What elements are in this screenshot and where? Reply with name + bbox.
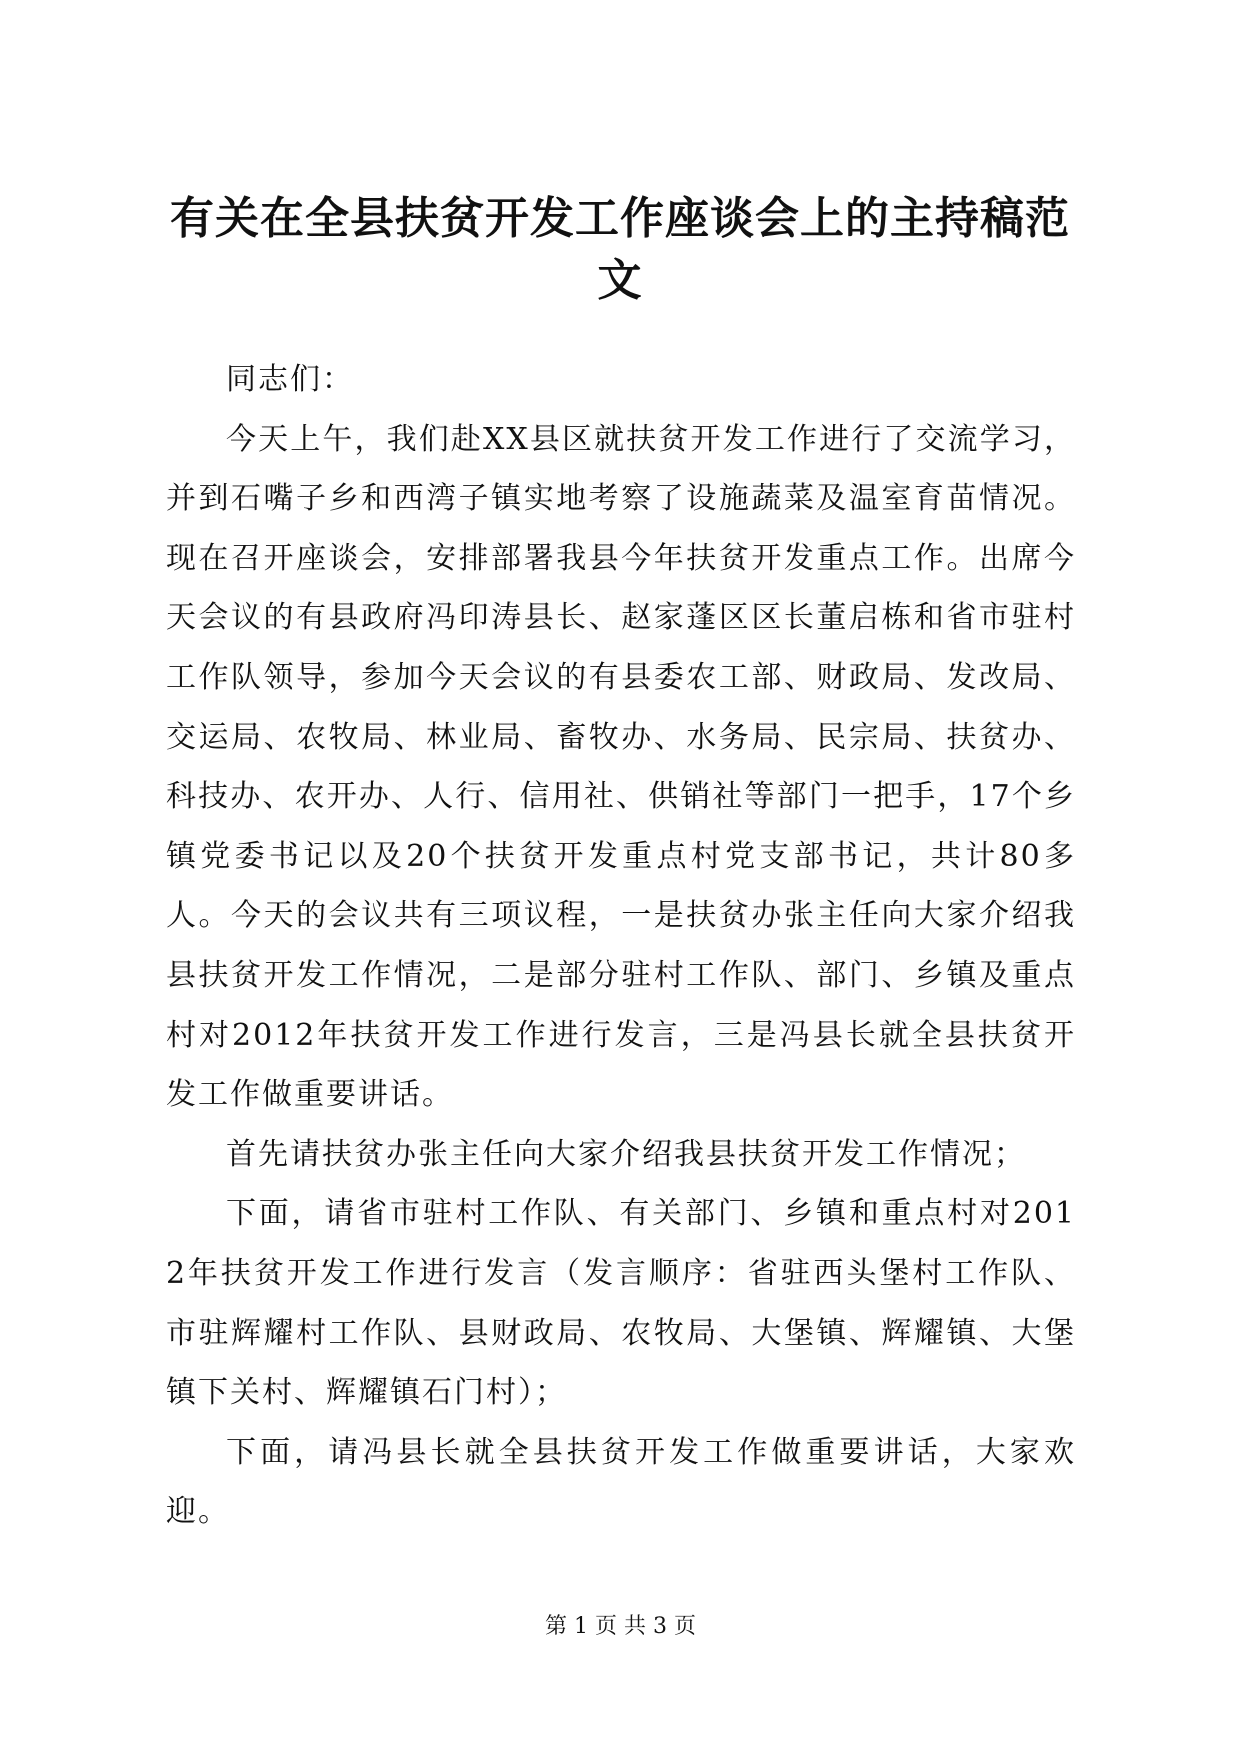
page-number-footer: 第 1 页 共 3 页 xyxy=(545,1614,696,1639)
paragraph-first-agenda: 首先请扶贫办张主任向大家介绍我县扶贫开发工作情况； xyxy=(226,1136,1026,1172)
paragraph-third-agenda: 下面，请冯县长就全县扶贫开发工作做重要讲话，大家欢迎。 xyxy=(166,1434,1076,1530)
document-body xyxy=(166,350,1076,1542)
paragraph-salutation: 同志们： xyxy=(226,362,354,397)
paragraph-meeting-intro: 今天上午，我们赴XX县区就扶贫开发工作进行了交流学习，并到石嘴子乡和西湾子镇实地考察了设施蔬菜及温室育苗情况。现在召开座谈会，安排部署我县今年扶贫开发重点工作。出席今天会议的有县政府冯印涛县长、赵家蓬区区长董启栋和省市驻村工作队领导，参加今天会议的有县委农工部、财政局、发改局、交运局、农牧局、林业局、畜牧办、水务局、民宗局、扶贫办、科技办、农开办、人行、信用社、供销社等部门一把手，17个乡镇党委书记以及20个扶贫开发重点村党支部书记，共计80多人。今天的会议共有三项议程，一是扶贫办张主任向大家介绍我县扶贫开发工作情况，二是部分驻村工作队、部门、乡镇及重点村对2012年扶贫开发工作进行发言，三是冯县长就全县扶贫开发工作做重要讲话。 xyxy=(166,421,1076,1113)
paragraph-second-agenda: 下面，请省市驻村工作队、有关部门、乡镇和重点村对2012年扶贫开发工作进行发言（发言顺序：省驻西头堡村工作队、市驻辉耀村工作队、县财政局、农牧局、大堡镇、辉耀镇、大堡镇下关村、辉耀镇石门村）； xyxy=(166,1196,1076,1411)
document-title: 有关在全县扶贫开发工作座谈会上的主持稿范文 xyxy=(170,193,1070,306)
